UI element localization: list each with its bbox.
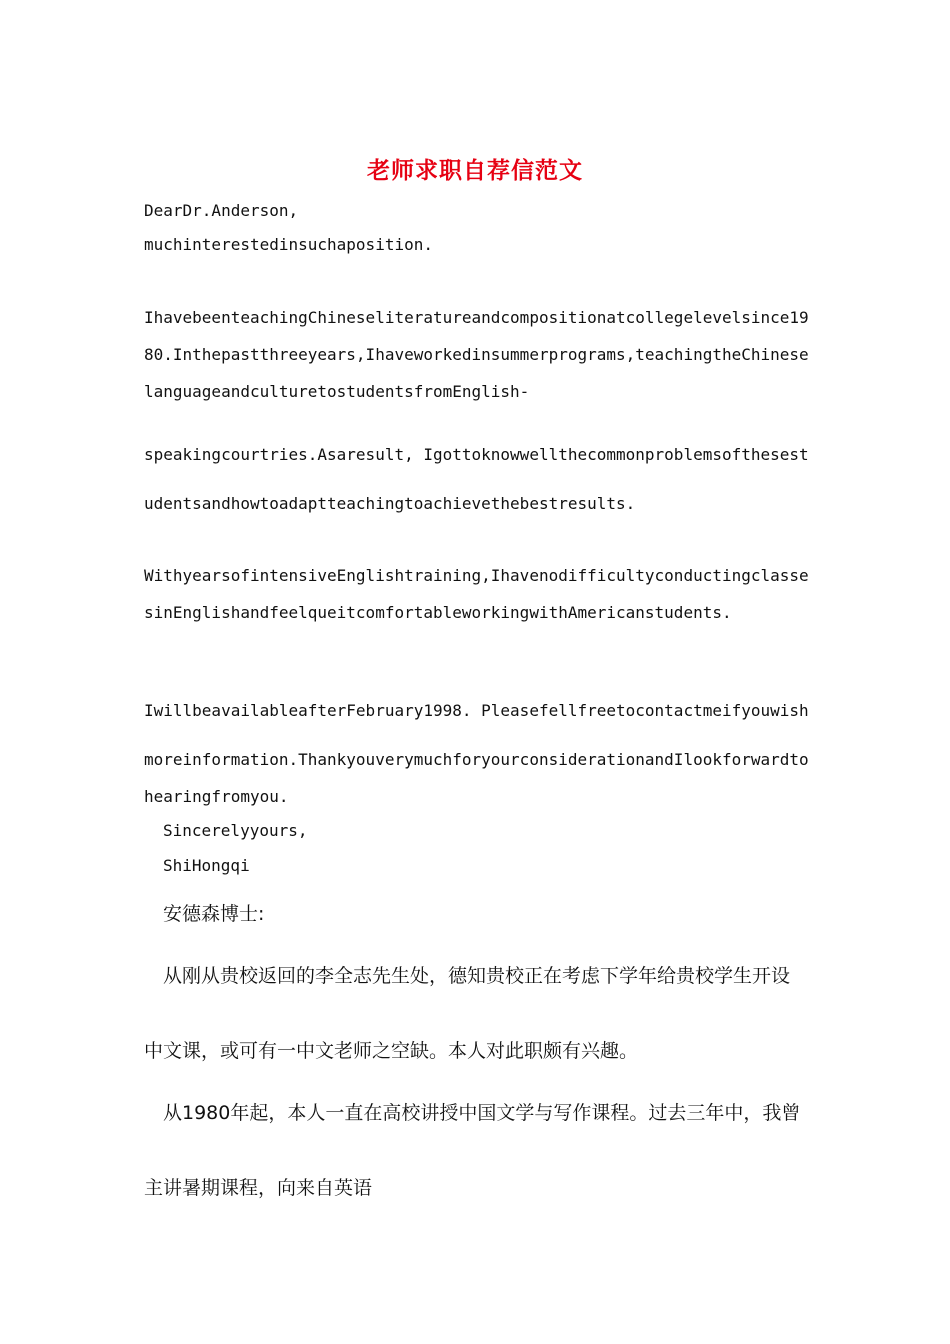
english-p1-line-3: languageandculturetostudentsfromEnglish- <box>144 382 530 401</box>
english-signature: ShiHongqi <box>163 856 250 875</box>
chinese-p1-line-2: 中文课，或可有一中文老师之空缺。本人对此职颇有兴趣。 <box>144 1040 639 1062</box>
english-p1-line-1: IhavebeenteachingChineseliteratureandcompositionatcollegelevelsince19 <box>144 308 809 327</box>
english-closing: Sincerelyyours, <box>163 821 308 840</box>
english-intro-line: muchinterestedinsuchaposition. <box>144 235 433 254</box>
chinese-p2-line-1: 从1980年起，本人一直在高校讲授中国文学与写作课程。过去三年中，我曾 <box>163 1102 801 1124</box>
chinese-p2-line-2: 主讲暑期课程，向来自英语 <box>144 1177 373 1199</box>
english-p3-line-2: sinEnglishandfeelqueitcomfortableworkingwithAmericanstudents. <box>144 603 732 622</box>
chinese-salutation: 安德森博士: <box>163 903 265 925</box>
english-p4-line-2: moreinformation.ThankyouverymuchforyourconsiderationandIlookforwardto <box>144 750 809 769</box>
english-p2-line-1: speakingcourtries.Asaresult, Igottoknowwellthecommonproblemsofthesest <box>144 445 809 464</box>
english-p1-line-2: 80.Inthepastthreeyears,Ihaveworkedinsummerprograms,teachingtheChinese <box>144 345 809 364</box>
english-p2-line-2: udentsandhowtoadaptteachingtoachievethebestresults. <box>144 494 636 513</box>
english-p4-line-1: IwillbeavailableafterFebruary1998. Pleasefellfreetocontactmeifyouwish <box>144 701 809 720</box>
english-salutation: DearDr.Anderson, <box>144 201 299 220</box>
english-p4-line-3: hearingfromyou. <box>144 787 289 806</box>
document-title: 老师求职自荐信范文 <box>367 157 583 184</box>
chinese-p1-line-1: 从刚从贵校返回的李全志先生处，德知贵校正在考虑下学年给贵校学生开设 <box>163 965 791 987</box>
english-p3-line-1: WithyearsofintensiveEnglishtraining,Ihavenodifficultyconductingclasse <box>144 566 809 585</box>
